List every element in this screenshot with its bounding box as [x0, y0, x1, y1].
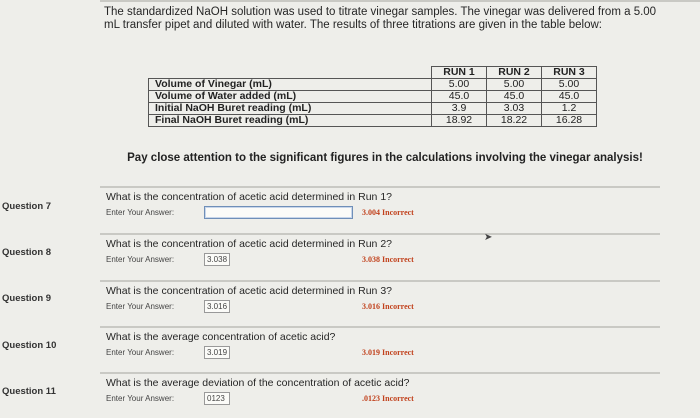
answer-input[interactable]: 3.019 — [204, 346, 230, 359]
answer-status: 3.038 Incorrect — [362, 255, 414, 264]
table-header: RUN 2 — [487, 67, 542, 79]
answer-row — [100, 299, 660, 315]
table-row — [149, 91, 597, 103]
sig-fig-note: Pay close attention to the significant figures in the calculations involving the vinegar analysis! — [127, 152, 643, 164]
answer-label: Enter Your Answer: — [106, 255, 175, 264]
question-text: What is the concentration of acetic acid determined in Run 1? — [106, 191, 392, 203]
cell: 5.00 — [487, 79, 542, 91]
question-text: What is the average deviation of the concentration of acetic acid? — [106, 377, 410, 389]
cell: 18.92 — [432, 115, 487, 127]
cell: 5.00 — [542, 79, 597, 91]
answer-row — [100, 252, 660, 268]
cell: 45.0 — [487, 91, 542, 103]
row-label: Initial NaOH Buret reading (mL) — [149, 103, 432, 115]
question-text: What is the average concentration of acetic acid? — [106, 331, 336, 343]
table-row — [149, 79, 597, 91]
cell: 3.9 — [432, 103, 487, 115]
table-header-row — [149, 67, 597, 79]
mouse-cursor-icon: ➤ — [484, 232, 493, 243]
question-9 — [100, 280, 660, 315]
divider — [100, 372, 660, 374]
cell: 45.0 — [542, 91, 597, 103]
question-7-label: Question 7 — [2, 201, 52, 212]
answer-input[interactable] — [204, 206, 353, 219]
table-row — [149, 115, 597, 127]
question-text: What is the concentration of acetic acid determined in Run 3? — [106, 285, 392, 297]
top-divider — [100, 0, 700, 2]
divider — [100, 186, 660, 188]
question-11 — [100, 372, 660, 407]
question-10-label: Question 10 — [2, 340, 57, 351]
cell: 3.03 — [487, 103, 542, 115]
cell: 1.2 — [542, 103, 597, 115]
question-11-label: Question 11 — [2, 386, 56, 397]
answer-row — [100, 391, 660, 407]
cell: 18.22 — [487, 115, 542, 127]
answer-row — [100, 345, 660, 361]
cell: 16.28 — [542, 115, 597, 127]
divider — [100, 233, 660, 235]
answer-status: .0123 Incorrect — [362, 394, 414, 403]
answer-input[interactable]: 3.016 — [204, 300, 230, 313]
question-7 — [100, 186, 660, 221]
answer-label: Enter Your Answer: — [106, 208, 175, 217]
answer-label: Enter Your Answer: — [106, 394, 175, 403]
row-label: Volume of Vinegar (mL) — [149, 79, 432, 91]
answer-label: Enter Your Answer: — [106, 348, 175, 357]
answer-label: Enter Your Answer: — [106, 302, 175, 311]
question-8-label: Question 8 — [2, 247, 52, 258]
question-text: What is the concentration of acetic acid determined in Run 2? — [106, 238, 392, 250]
question-8 — [100, 233, 660, 268]
question-10 — [100, 326, 660, 361]
problem-intro: The standardized NaOH solution was used to titrate vinegar samples. The vinegar was delivered from a 5.00 mL transfer pipet and diluted with water. The results of three titrations are given in the table below: — [104, 6, 657, 31]
table-header-blank — [149, 67, 432, 79]
table-header: RUN 3 — [542, 67, 597, 79]
answer-status: 3.016 Incorrect — [362, 302, 414, 311]
answer-status: 3.019 Incorrect — [362, 348, 414, 357]
answer-input[interactable]: 3.038 — [204, 253, 230, 266]
divider — [100, 326, 660, 328]
answer-row — [100, 205, 660, 221]
titration-table — [148, 66, 597, 127]
row-label: Volume of Water added (mL) — [149, 91, 432, 103]
question-9-label: Question 9 — [2, 293, 52, 304]
divider — [100, 280, 660, 282]
table-row — [149, 103, 597, 115]
answer-input[interactable]: 0123 — [204, 392, 230, 405]
row-label: Final NaOH Buret reading (mL) — [149, 115, 432, 127]
answer-status: 3.004 Incorrect — [362, 208, 414, 217]
cell: 5.00 — [432, 79, 487, 91]
table-header: RUN 1 — [432, 67, 487, 79]
cell: 45.0 — [432, 91, 487, 103]
